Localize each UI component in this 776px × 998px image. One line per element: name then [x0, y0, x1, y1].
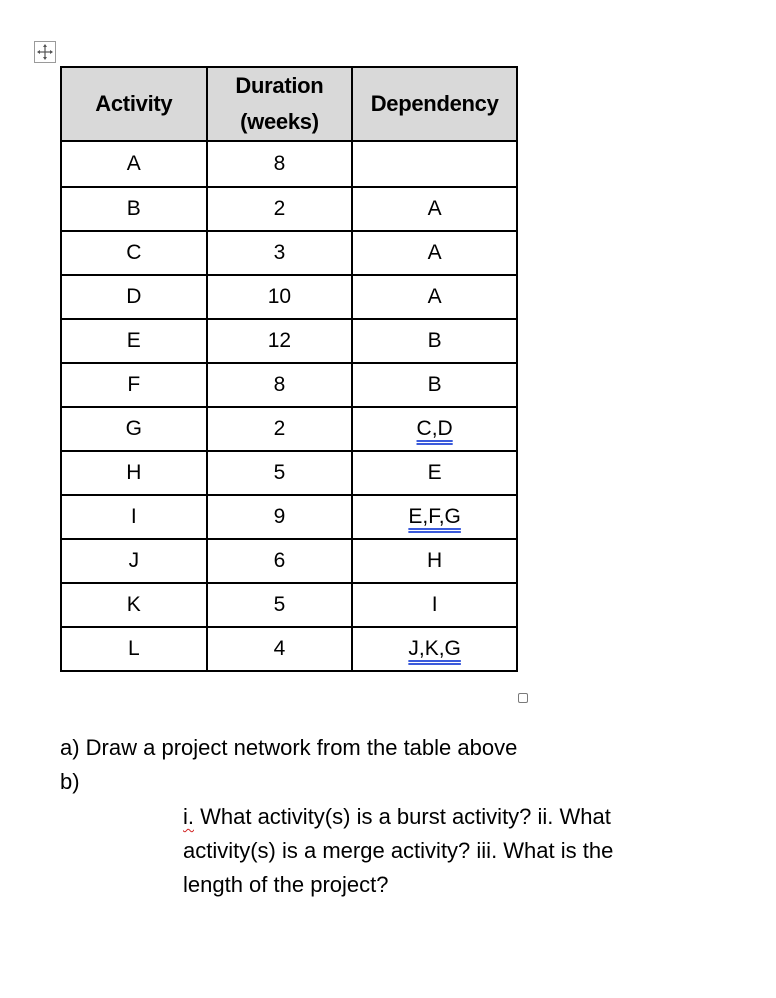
cell-duration: [207, 231, 353, 275]
cell-duration: [207, 539, 353, 583]
cell-dependency: [352, 187, 517, 231]
cell-dependency: [352, 627, 517, 671]
cell-dependency: [352, 275, 517, 319]
cell-activity: [61, 187, 207, 231]
table-row: [61, 539, 517, 583]
cell-dependency: [352, 363, 517, 407]
cell-activity-text: E: [126, 329, 141, 352]
question-part-b-text: What activity(s) is a burst activity? ii. What activity(s) is a merge activity? iii. What is the length of the project?: [183, 804, 614, 897]
cell-duration: [207, 363, 353, 407]
cell-dependency-text: A: [427, 197, 442, 220]
cell-activity: [61, 539, 207, 583]
cell-dependency-text: I: [431, 593, 438, 616]
cell-duration-text: 9: [273, 505, 286, 528]
cell-duration-text: 8: [273, 373, 286, 396]
cell-dependency-text: B: [427, 329, 442, 352]
cell-activity-text: H: [126, 461, 142, 484]
cell-dependency: [352, 319, 517, 363]
table-header-row: [61, 67, 517, 141]
cell-dependency: [352, 583, 517, 627]
cell-activity: [61, 583, 207, 627]
cell-duration-text: 4: [273, 637, 286, 660]
cell-dependency-text: A: [427, 285, 442, 308]
header-activity: Activity: [61, 67, 207, 141]
table-row: [61, 141, 517, 187]
table-row: [61, 583, 517, 627]
cell-activity: [61, 451, 207, 495]
table-row: [61, 495, 517, 539]
cell-duration: [207, 407, 353, 451]
cell-activity: [61, 495, 207, 539]
cell-duration-text: 3: [273, 241, 286, 264]
table-row: [61, 231, 517, 275]
cell-duration-text: 8: [273, 152, 286, 175]
cell-activity-text: L: [127, 637, 140, 660]
cell-activity-text: D: [126, 285, 142, 308]
cell-activity-text: B: [126, 197, 141, 220]
cell-duration-text: 5: [273, 461, 286, 484]
cell-duration: [207, 495, 353, 539]
cell-dependency: [352, 451, 517, 495]
cell-activity: [61, 363, 207, 407]
table-row: [61, 363, 517, 407]
cell-activity: [61, 627, 207, 671]
cell-activity: [61, 319, 207, 363]
cell-activity-text: F: [127, 373, 141, 396]
header-duration-line2: (weeks): [240, 109, 319, 134]
table-move-handle-icon[interactable]: [34, 41, 56, 63]
table-row: [61, 275, 517, 319]
cell-duration-text: 2: [273, 197, 286, 220]
cell-dependency-text: A: [427, 241, 442, 264]
cell-duration-text: 6: [273, 549, 286, 572]
cell-dependency: [352, 539, 517, 583]
table-row: [61, 407, 517, 451]
cell-duration: [207, 583, 353, 627]
cell-activity-text: G: [125, 417, 142, 440]
cell-dependency: [352, 141, 517, 187]
cell-activity: [61, 275, 207, 319]
cell-dependency-text: C,D: [416, 417, 453, 440]
cell-duration: [207, 275, 353, 319]
table-row: [61, 319, 517, 363]
cell-duration: [207, 187, 353, 231]
question-part-b-prefix: i.: [183, 804, 194, 829]
cell-duration: [207, 141, 353, 187]
cell-dependency: [352, 407, 517, 451]
cell-dependency: [352, 495, 517, 539]
question-part-a: a) Draw a project network from the table above: [60, 735, 518, 760]
cell-dependency-text: H: [427, 549, 443, 572]
cell-activity: [61, 231, 207, 275]
cell-duration-text: 5: [273, 593, 286, 616]
cell-activity-text: K: [126, 593, 141, 616]
cell-duration-text: 12: [267, 329, 292, 352]
cell-activity-text: C: [126, 241, 142, 264]
question-part-b: [183, 800, 623, 902]
cell-duration: [207, 319, 353, 363]
cell-dependency-text: B: [427, 373, 442, 396]
cell-activity-text: I: [130, 505, 137, 528]
cell-activity: [61, 407, 207, 451]
table-row: [61, 451, 517, 495]
table-resize-handle-icon[interactable]: [518, 693, 528, 703]
table-row: [61, 187, 517, 231]
cell-activity-text: A: [126, 152, 141, 175]
header-duration-line1: Duration: [235, 73, 324, 98]
cell-dependency-text: E,F,G: [408, 505, 461, 528]
table-row: [61, 627, 517, 671]
cell-dependency-text: J,K,G: [408, 637, 461, 660]
cell-duration: [207, 627, 353, 671]
activity-table: [60, 66, 518, 672]
cell-duration-text: 2: [273, 417, 286, 440]
header-duration: [207, 67, 353, 141]
header-dependency: Dependency: [352, 67, 517, 141]
cell-dependency: [352, 231, 517, 275]
cell-duration: [207, 451, 353, 495]
cell-activity: [61, 141, 207, 187]
question-part-b-label: b): [60, 769, 80, 794]
table-body: [61, 141, 517, 671]
cell-dependency-text: E: [427, 461, 442, 484]
cell-duration-text: 10: [267, 285, 292, 308]
cell-activity-text: J: [128, 549, 140, 572]
